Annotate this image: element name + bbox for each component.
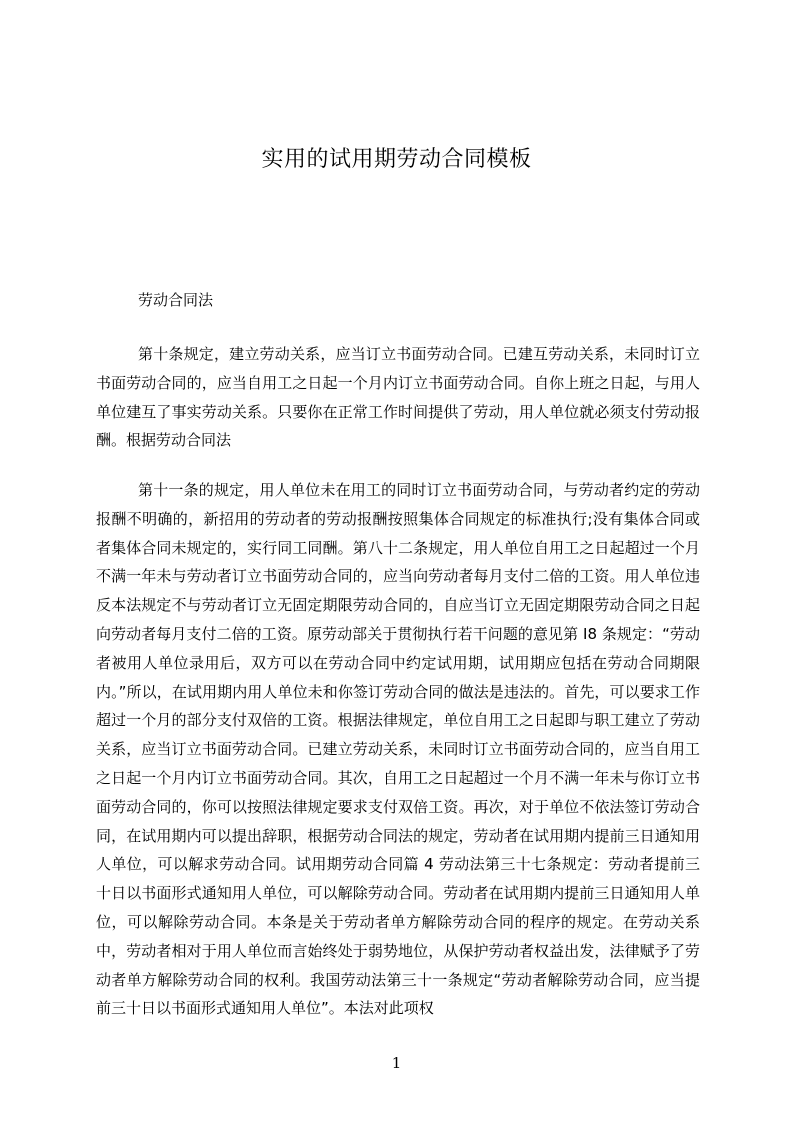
paragraph-article-10: 第十条规定，建立劳动关系，应当订立书面劳动合同。已建互劳动关系，未同时订立书面劳动合同的，应当自用工之日起一个月内订立书面劳动合同。自你上班之日起，与用人单位建互了事实劳动关系。只要你在正常工作时间提供了劳动，用人单位就必须支付劳动报酬。根据劳动合同法 [96,345,700,450]
section-heading: 劳动合同法 [138,291,214,309]
paragraph-article-11: 第十一条的规定，用人单位未在用工的同时订立书面劳动合同，与劳动者约定的劳动报酬不明确的，新招用的劳动者的劳动报酬按照集体合同规定的标准执行;没有集体合同或者集体合同未规定的，实行同工同酬。第八十二条规定，用人单位自用工之日起超过一个月不满一年未与劳动者订立书面劳动合同的，应当向劳动者每月支付二倍的工资。用人单位违反本法规定不与劳动者订立无固定期限劳动合同的，自应当订立无固定期限劳动合同之日起向劳动者每月支付二倍的工资。原劳动部关于贯彻执行若干问题的意见第 I8 条规定：“劳动者被用人单位录用后，双方可以在劳动合同中约定试用期，试用期应包括在劳动合同期限内。”所以，在试用期内用人单位未和你签订劳动合同的做法是违法的。首先，可以要求工作超过一个月的部分支付双倍的工资。根据法律规定，单位自用工之日起即与职工建立了劳动关系，应当订立书面劳动合同。已建立劳动关系，未同时订立书面劳动合同的，应当自用工之日起一个月内订立书面劳动合同。其次，自用工之日起超过一个月不满一年未与你订立书面劳动合同的，你可以按照法律规定要求支付双倍工资。再次，对于单位不依法签订劳动合同，在试用期内可以提出辞职，根据劳动合同法的规定，劳动者在试用期内提前三日通知用人单位，可以解求劳动合同。试用期劳动合同篇 4 劳动法第三十七条规定：劳动者提前三十日以书面形式通知用人单位，可以解除劳动合同。劳动者在试用期内提前三日通知用人单位，可以解除劳动合同。本条是关于劳动者单方解除劳动合同的程序的规定。在劳动关系中，劳动者相对于用人单位而言始终处于弱势地位，从保护劳动者权益出发，法律赋予了劳动者单方解除劳动合同的权利。我国劳动法第三十一条规定“劳动者解除劳动合同，应当提前三十日以书面形式通知用人单位”。本法对此项权 [96,481,700,1018]
page-number: 1 [391,1054,402,1072]
document-title: 实用的试用期劳动合同模板 [261,147,532,172]
